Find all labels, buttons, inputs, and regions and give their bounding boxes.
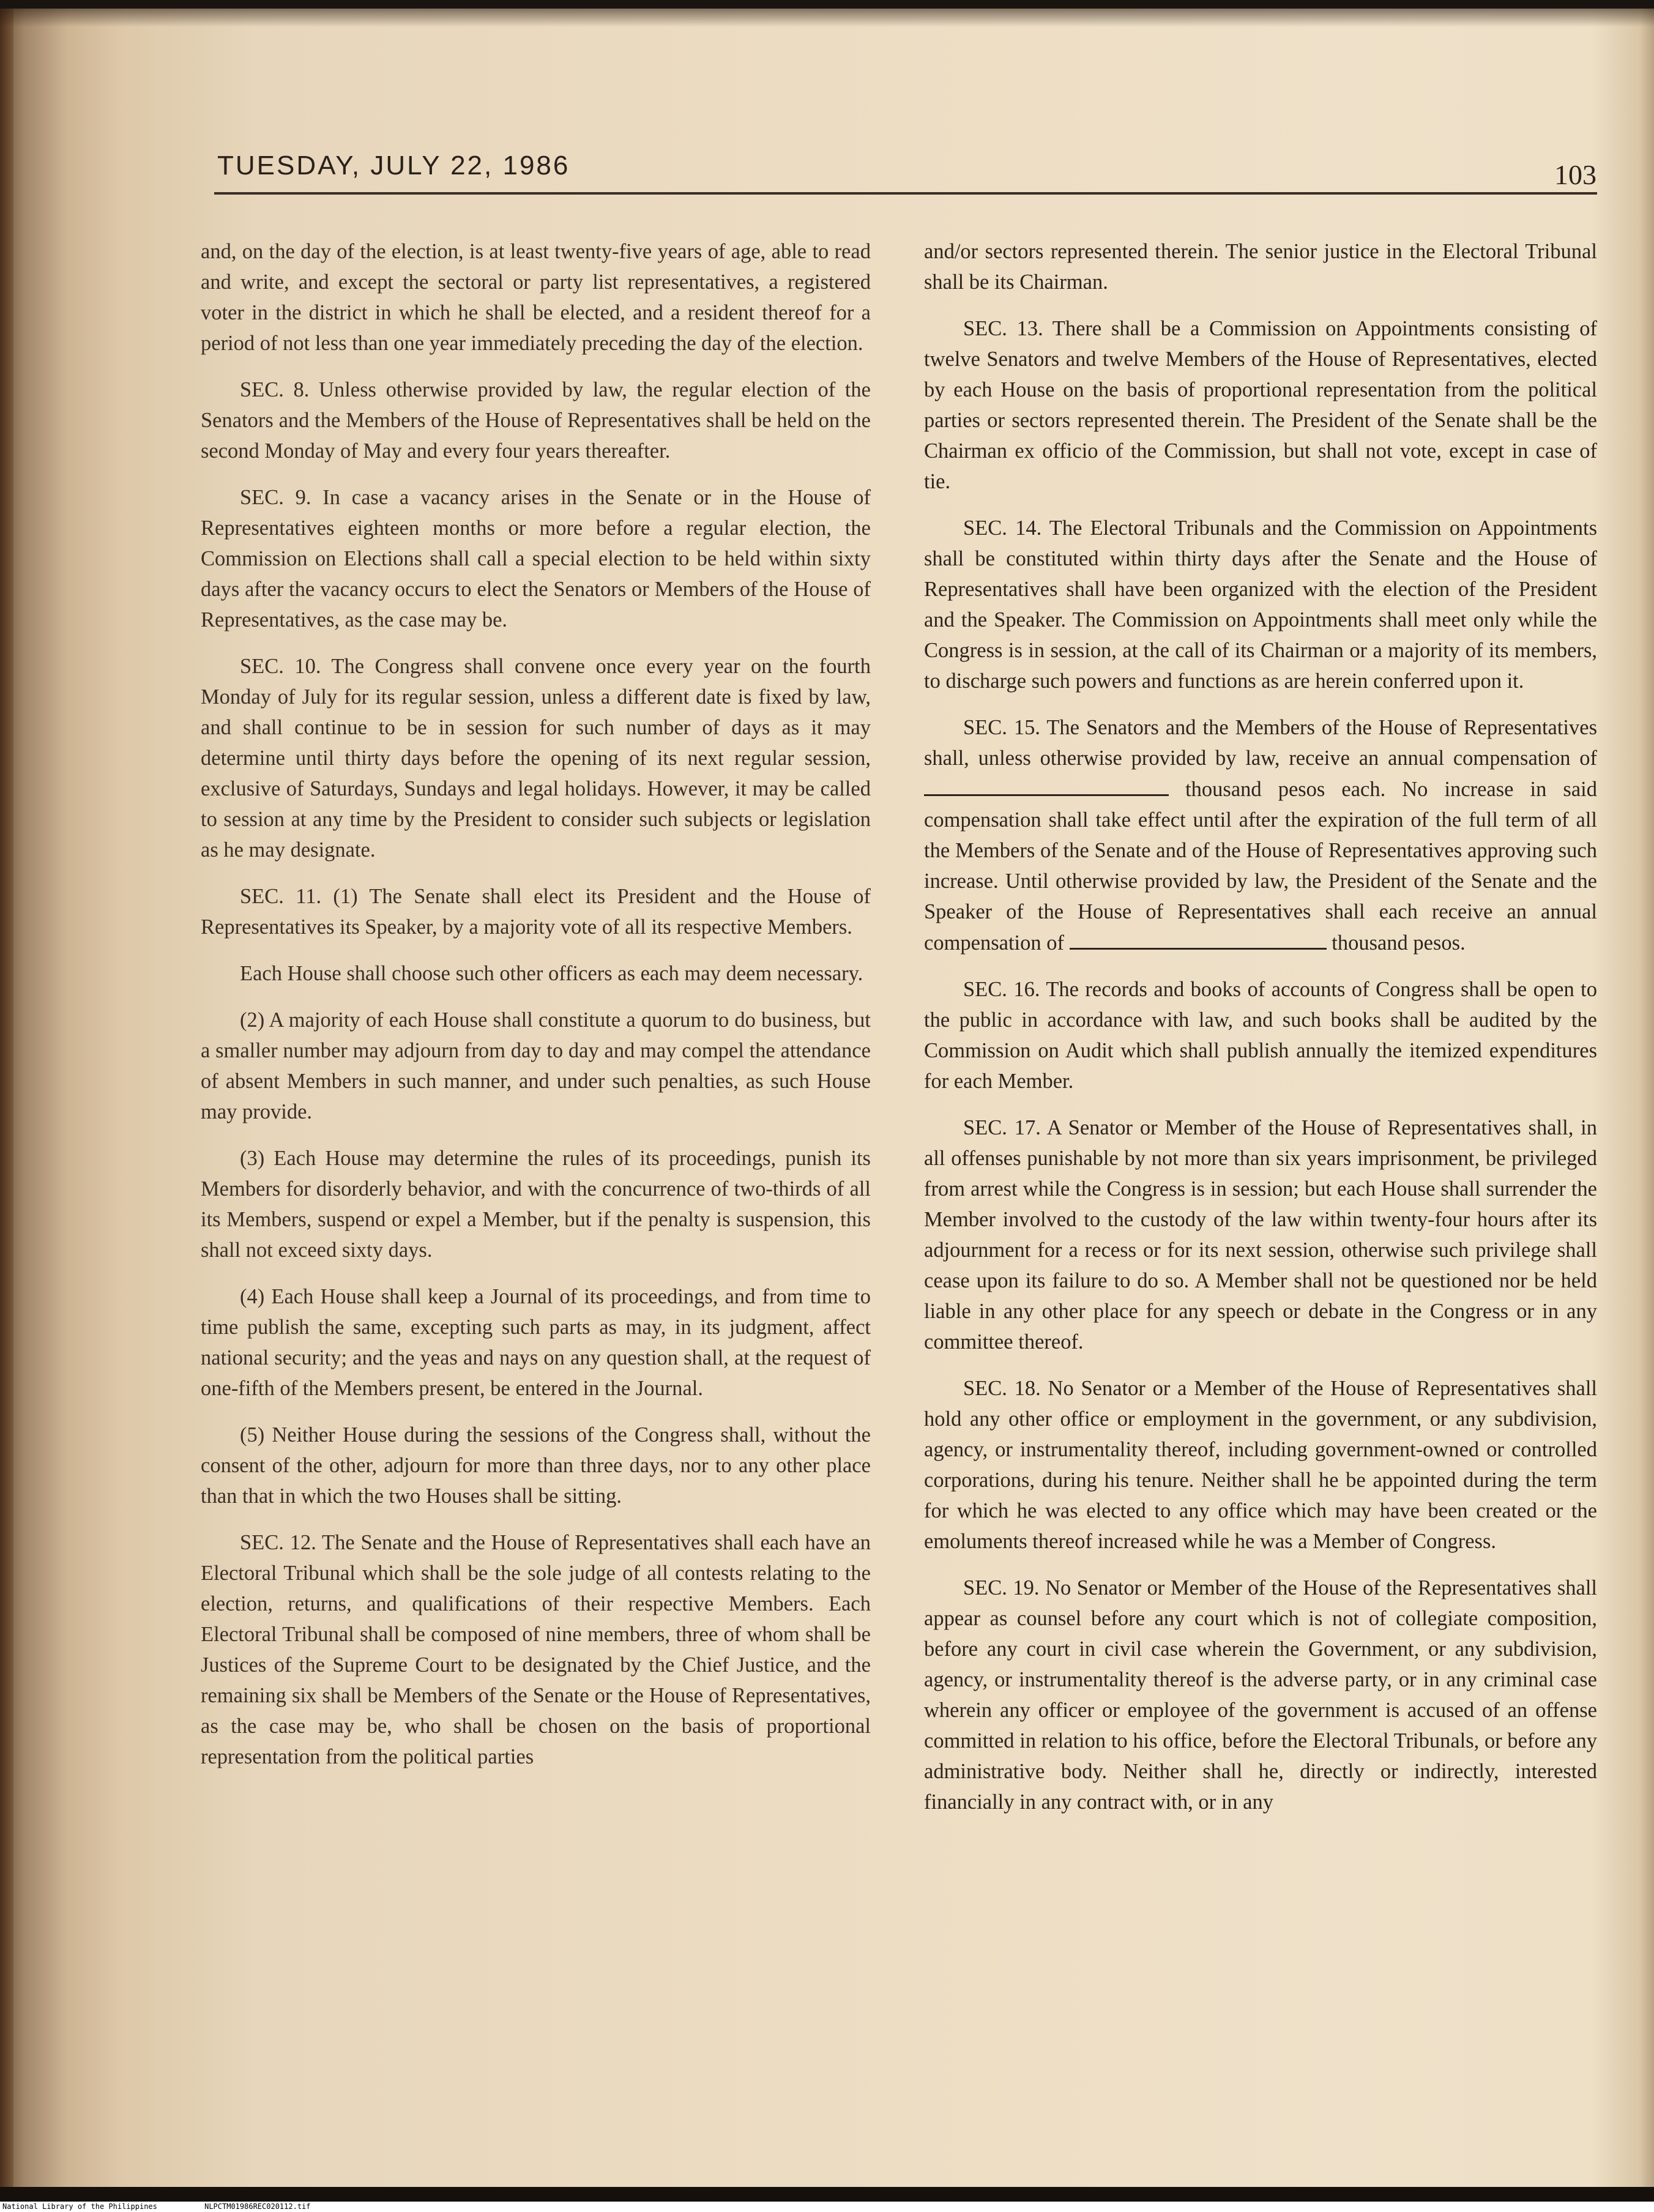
paragraph: and, on the day of the election, is at least twenty-five years of age, able to read and write, and except the sectoral or party list representatives, a registered voter in the district in which he shall be elected, and a resident thereof for a period of not less than one year immediately preceding the day of the election.	[201, 240, 871, 355]
scan-filename: NLPCTM01986REC020112.tif	[204, 2202, 311, 2211]
paragraph: (3) Each House may determine the rules of its proceedings, punish its Members for disorderly behavior, and with the concurrence of two-thirds of all its Members, suspend or expel a Member, but if the penalty is suspension, this shall not exceed sixty days.	[201, 1147, 871, 1262]
paragraph-sec-19: SEC. 19. No Senator or Member of the House of the Representatives shall appear as counsel before any court which is not of collegiate composition, before any court in civil case wherein the Government, or any subdivision, agency, or instrumentality thereof is the adverse party, or in any criminal case wherein any officer or employee of the government is accused of an offense committed in relation to his office, before the Electoral Tribunals, or before any administrative body. Neither shall he, directly or indirectly, interested financially in any contract with, or in any	[924, 1576, 1597, 1814]
page-top-shadow	[0, 9, 1654, 27]
paragraph: and/or sectors represented therein. The senior justice in the Electoral Tribunal shall be its Chairman.	[924, 240, 1597, 294]
paragraph: (2) A majority of each House shall constitute a quorum to do business, but a smaller number may adjourn from day to day and may compel the attendance of absent Members in such manner, and under such penalties, as such House may provide.	[201, 1008, 871, 1123]
paragraph-sec-15	[924, 712, 1597, 958]
paragraph: Each House shall choose such other officers as each may deem necessary.	[240, 962, 863, 985]
paragraph-sec-16: SEC. 16. The records and books of accounts of Congress shall be open to the public in accordance with law, and such books shall be audited by the Commission on Audit which shall publish annually the itemized expenditures for each Member.	[924, 978, 1597, 1093]
paragraph: (4) Each House shall keep a Journal of its proceedings, and from time to time publish the same, excepting such parts as may, in its judgment, affect national security; and the yeas and nays on any question shall, at the request of one-fifth of the Members present, be entered in the Journal.	[201, 1285, 871, 1400]
paragraph-sec-13: SEC. 13. There shall be a Commission on Appointments consisting of twelve Senators and twelve Members of the House of Representatives, elected by each House on the basis of proportional representation from the political parties or sectors represented therein. The President of the Senate shall be the Chairman ex officio of the Commission, but shall not vote, except in case of tie.	[924, 317, 1597, 493]
paragraph-sec-12: SEC. 12. The Senate and the House of Representatives shall each have an Electoral Tribunal which shall be the sole judge of all contests relating to the election, returns, and qualifications of their respective Members. Each Electoral Tribunal shall be composed of nine members, three of whom shall be Justices of the Supreme Court to be designated by the Chief Justice, and the remaining six shall be Members of the Senate or the House of Representatives, as the case may be, who shall be chosen on the basis of proportional representation from the political parties	[201, 1531, 871, 1768]
paragraph-sec-10: SEC. 10. The Congress shall convene once every year on the fourth Monday of July for its regular session, unless a different date is fixed by law, and shall continue to be in session for such number of days as it may determine until thirty days before the opening of its next regular session, exclusive of Saturdays, Sundays and legal holidays. However, it may be called to session at any time by the President to consider such subjects or legislation as he may designate.	[201, 655, 871, 862]
sec-15-text-3: thousand pesos.	[1332, 931, 1466, 955]
sec-15-text-2: thousand pesos each. No increase in said compensation shall take effect until after the expiration of the full term of all the Members of the Senate and of the House of Representatives approving such increase. Until otherwise provided by law, the President of the Senate and the Speaker of the House of Representatives shall each receive an annual compensation of	[924, 778, 1597, 955]
page-number: 103	[1554, 159, 1596, 190]
scanned-page	[0, 9, 1654, 2187]
right-column	[924, 236, 1597, 1833]
compensation-blank-1	[924, 773, 1169, 796]
page-date-header: TUESDAY, JULY 22, 1986	[217, 151, 570, 181]
scanner-bottom-edge	[0, 2187, 1654, 2202]
sec-15-text-1: SEC. 15. The Senators and the Members of the House of Representatives shall, unless otherwise provided by law, receive an annual compensation of	[924, 716, 1597, 770]
paragraph: (5) Neither House during the sessions of the Congress shall, without the consent of the other, adjourn for more than three days, nor to any other place than that in which the two Houses shall be sitting.	[201, 1423, 871, 1508]
compensation-blank-2	[1070, 927, 1327, 950]
left-column	[201, 236, 871, 1788]
paragraph-sec-11: SEC. 11. (1) The Senate shall elect its President and the House of Representatives its Speaker, by a majority vote of all its respective Members.	[201, 885, 871, 939]
book-spine	[0, 9, 13, 2187]
paragraph-sec-9: SEC. 9. In case a vacancy arises in the Senate or in the House of Representatives eighteen months or more before a regular election, the Commission on Elections shall call a special election to be held within sixty days after the vacancy occurs to elect the Senators or Members of the House of Representatives, as the case may be.	[201, 486, 871, 631]
paragraph-sec-14: SEC. 14. The Electoral Tribunals and the Commission on Appointments shall be constituted within thirty days after the Senate and the House of Representatives shall have been organized with the election of the President and the Speaker. The Commission on Appointments shall meet only while the Congress is in session, at the call of its Chairman or a majority of its members, to discharge such powers and functions as are herein conferred upon it.	[924, 516, 1597, 693]
paragraph-sec-8: SEC. 8. Unless otherwise provided by law, the regular election of the Senators and the Members of the House of Representatives shall be held on the second Monday of May and every four years thereafter.	[201, 378, 871, 463]
paragraph-sec-18: SEC. 18. No Senator or a Member of the House of Representatives shall hold any other office or employment in the government, or any subdivision, agency, or instrumentality thereof, including government-owned or controlled corporations, during his tenure. Neither shall he be appointed during the term for which he was elected to any office which may have been created or the emoluments thereof increased while he was a Member of Congress.	[924, 1377, 1597, 1553]
scan-footer	[0, 2202, 1654, 2212]
library-credit: National Library of the Philippines	[2, 2202, 157, 2211]
paragraph-sec-17: SEC. 17. A Senator or Member of the House of Representatives shall, in all offenses punishable by not more than six years imprisonment, be privileged from arrest while the Congress is in session; but each House shall surrender the Member involved to the custody of the law within twenty-four hours after its adjournment for a recess or for its next session, otherwise such privilege shall cease upon its failure to do so. A Member shall not be questioned nor be held liable in any other place for any speech or debate in the Congress or in any committee thereof.	[924, 1116, 1597, 1354]
header-rule	[214, 192, 1597, 195]
